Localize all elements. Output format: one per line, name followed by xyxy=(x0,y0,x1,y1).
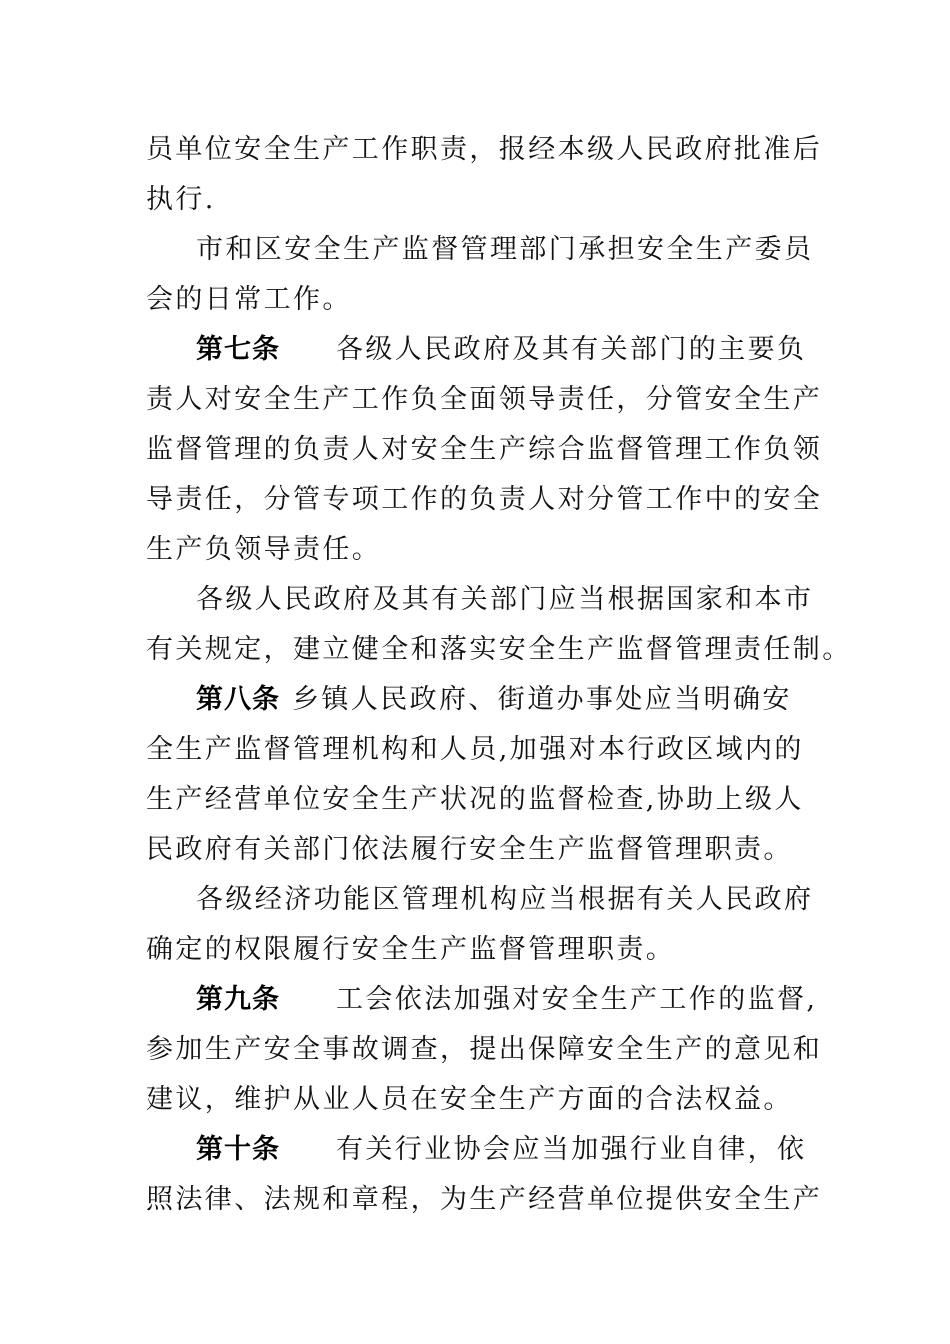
paragraph-line: 民政府有关部门依法履行安全生产监督管理职责。 xyxy=(146,834,793,865)
article-8-first-line xyxy=(196,680,826,720)
article-text: 有关行业协会应当加强行业自律，依 xyxy=(336,1134,807,1165)
article-number: 第七条 xyxy=(196,334,280,365)
paragraph-line: 参加生产安全事故调查，提出保障安全生产的意见和 xyxy=(146,1034,823,1065)
paragraph-line: 会的日常工作。 xyxy=(146,284,352,315)
paragraph-line: 生产负领导责任。 xyxy=(146,534,382,565)
paragraph-line: 生产经营单位安全生产状况的监督检查,协助上级人 xyxy=(146,784,804,815)
paragraph-line: 各级人民政府及其有关部门应当根据国家和本市 xyxy=(196,584,814,615)
article-text: 工会依法加强对安全生产工作的监督, xyxy=(336,984,818,1015)
paragraph-line: 监督管理的负责人对安全生产综合监督管理工作负领 xyxy=(146,434,823,465)
article-7-first-line xyxy=(196,330,826,370)
paragraph-line: 建议，维护从业人员在安全生产方面的合法权益。 xyxy=(146,1084,793,1115)
article-number: 第八条 xyxy=(196,684,280,715)
article-number: 第十条 xyxy=(196,1134,280,1165)
paragraph-line: 导责任，分管专项工作的负责人对分管工作中的安全 xyxy=(146,484,823,515)
paragraph-line: 执行. xyxy=(146,184,216,215)
paragraph-line: 有关规定，建立健全和落实安全生产监督管理责任制。 xyxy=(146,634,852,665)
article-number: 第九条 xyxy=(196,984,280,1015)
article-10-first-line xyxy=(196,1130,826,1170)
article-9-first-line xyxy=(196,980,826,1020)
paragraph-line: 员单位安全生产工作职责，报经本级人民政府批准后 xyxy=(146,134,823,165)
paragraph-line: 市和区安全生产监督管理部门承担安全生产委员 xyxy=(196,234,814,265)
article-text: 各级人民政府及其有关部门的主要负 xyxy=(336,334,807,365)
paragraph-line: 全生产监督管理机构和人员,加强对本行政区域内的 xyxy=(146,734,804,765)
paragraph-line: 各级经济功能区管理机构应当根据有关人民政府 xyxy=(196,884,814,915)
paragraph-line: 责人对安全生产工作负全面领导责任，分管安全生产 xyxy=(146,384,823,415)
paragraph-line: 确定的权限履行安全生产监督管理职责。 xyxy=(146,934,676,965)
article-text: 乡镇人民政府、街道办事处应当明确安 xyxy=(292,684,792,715)
paragraph-line: 照法律、法规和章程，为生产经营单位提供安全生产 xyxy=(146,1184,823,1215)
